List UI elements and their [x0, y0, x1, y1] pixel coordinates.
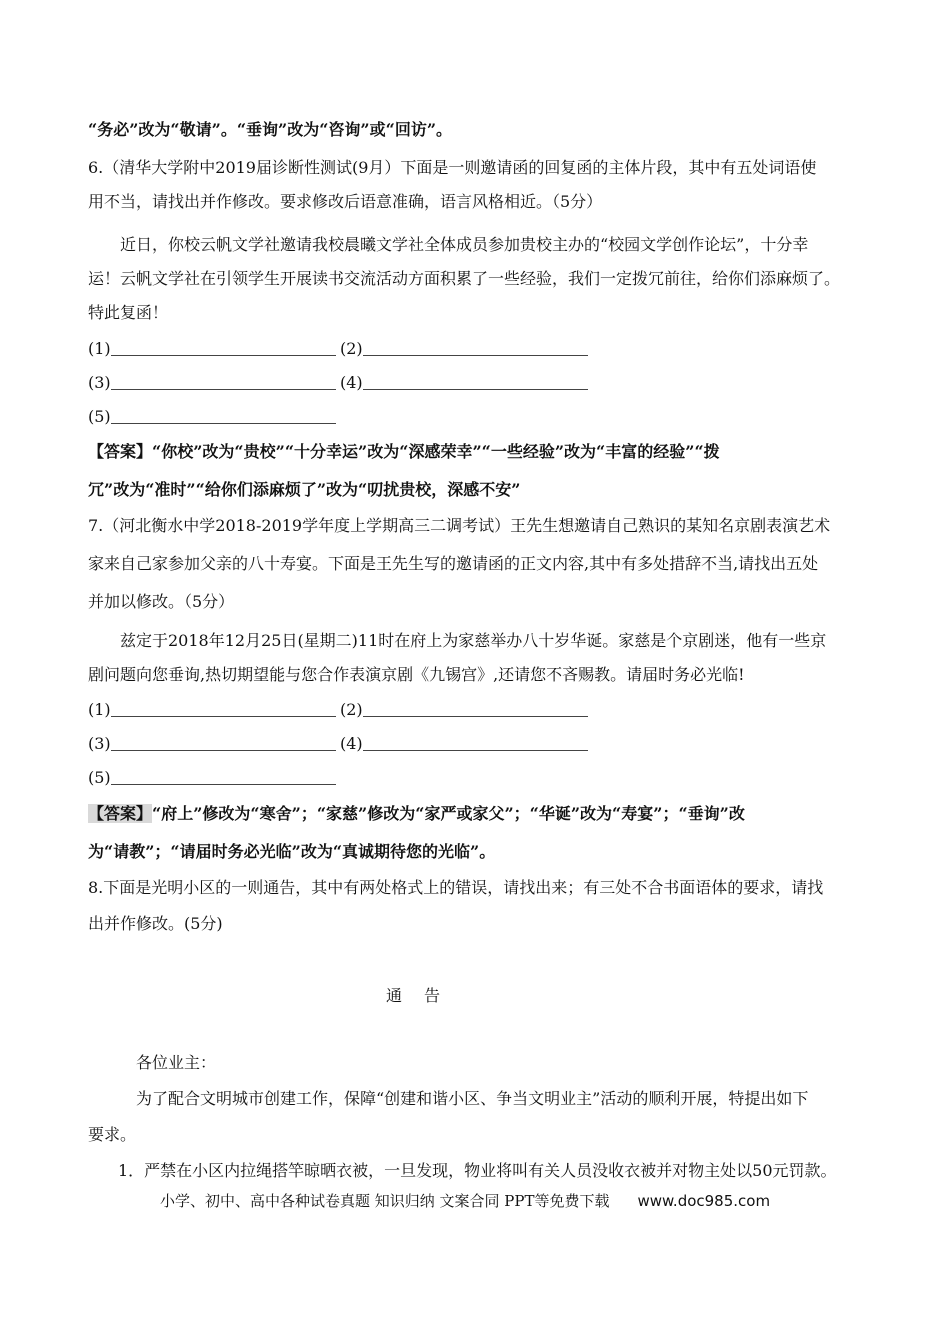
answer-blank: (2) — [340, 338, 588, 360]
notice-paragraph-1: 为了配合文明城市创建工作，保障“创建和谐小区、争当文明业主”活动的顺利开展，特提出如下 — [136, 1089, 809, 1108]
answer-blank: (3) — [88, 372, 336, 394]
question-7-line-3: 并加以修改。（5分） — [88, 592, 235, 611]
answer-blank: (5) — [88, 406, 336, 428]
notice-paragraph-2: 要求。 — [88, 1125, 137, 1144]
q6-blank-row-2 — [88, 372, 608, 394]
answer-continuation: “务必”改为“敬请”。“垂询”改为“咨询”或“回访”。 — [88, 120, 453, 139]
question-6-line-1: 6.（清华大学附中2019届诊断性测试(9月）下面是一则邀请函的回复函的主体片段，其中有五处词语使 — [88, 158, 817, 177]
notice-title: 通告 — [386, 986, 463, 1005]
q7-blank-row-1 — [88, 699, 608, 721]
q6-blank-row-3 — [88, 406, 608, 428]
answer-tag: 【答案】 — [88, 442, 153, 461]
question-7-line-1: 7.（河北衡水中学2018-2019学年度上学期高三二调考试）王先生想邀请自己熟识的某知名京剧表演艺术 — [88, 516, 831, 535]
answer-tag: 【答案】 — [88, 804, 153, 823]
question-6-passage-1: 近日，你校云帆文学社邀请我校晨曦文学社全体成员参加贵校主办的“校园文学创作论坛”，十分幸 — [120, 235, 809, 254]
answer-blank: (1) — [88, 338, 336, 360]
answer-blank: (3) — [88, 733, 336, 755]
answer-7-line-1: 【答案】“府上”修改为“寒舍”；“家慈”修改为“家严或家父”；“华诞”改为“寿宴”；“垂询”改 — [88, 804, 745, 823]
q7-blank-row-2 — [88, 733, 608, 755]
question-6-passage-2: 运！云帆文学社在引领学生开展读书交流活动方面积累了一些经验，我们一定拨冗前往，给你们添麻烦了。 — [88, 269, 841, 288]
question-7-passage-2: 剧问题向您垂询,热切期望能与您合作表演京剧《九锡宫》,还请您不吝赐教。请届时务必光临! — [88, 665, 745, 684]
notice-item-1: 1．严禁在小区内拉绳搭竿晾晒衣被，一旦发现，物业将叫有关人员没收衣被并对物主处以50元罚款。 — [118, 1161, 837, 1180]
question-7-passage-1: 兹定于2018年12月25日(星期二)11时在府上为家慈举办八十岁华诞。家慈是个京剧迷，他有一些京 — [120, 631, 827, 650]
answer-blank: (1) — [88, 699, 336, 721]
answer-blank: (4) — [340, 733, 588, 755]
q7-blank-row-3 — [88, 767, 608, 789]
footer-text: 小学、初中、高中各种试卷真题 知识归纳 文案合同 PPT等免费下载 — [160, 1192, 610, 1210]
question-8-line-2: 出并作修改。(5分) — [88, 914, 223, 933]
answer-7-line-2: 为“请教”；“请届时务必光临”改为“真诚期待您的光临”。 — [88, 842, 496, 861]
question-6-passage-3: 特此复函！ — [88, 303, 169, 322]
footer-url[interactable]: www.doc985.com — [637, 1192, 771, 1210]
page-footer — [160, 1190, 770, 1212]
answer-blank: (5) — [88, 767, 336, 789]
answer-6-line-1: 【答案】“你校”改为“贵校”“十分幸运”改为“深感荣幸”“一些经验”改为“丰富的经验”“拨 — [88, 442, 720, 461]
question-8-line-1: 8.下面是光明小区的一则通告，其中有两处格式上的错误，请找出来；有三处不合书面语体的要求，请找 — [88, 878, 824, 897]
answer-blank: (4) — [340, 372, 588, 394]
question-6-line-2: 用不当，请找出并作修改。要求修改后语意准确，语言风格相近。（5分） — [88, 192, 603, 211]
answer-6-line-2: 冗”改为“准时”“给你们添麻烦了”改为“叨扰贵校，深感不安” — [88, 480, 521, 499]
answer-blank: (2) — [340, 699, 588, 721]
notice-greeting: 各位业主： — [136, 1053, 217, 1072]
q6-blank-row-1 — [88, 338, 608, 360]
question-7-line-2: 家来自己家参加父亲的八十寿宴。下面是王先生写的邀请函的正文内容,其中有多处措辞不当,请找出五处 — [88, 554, 819, 573]
